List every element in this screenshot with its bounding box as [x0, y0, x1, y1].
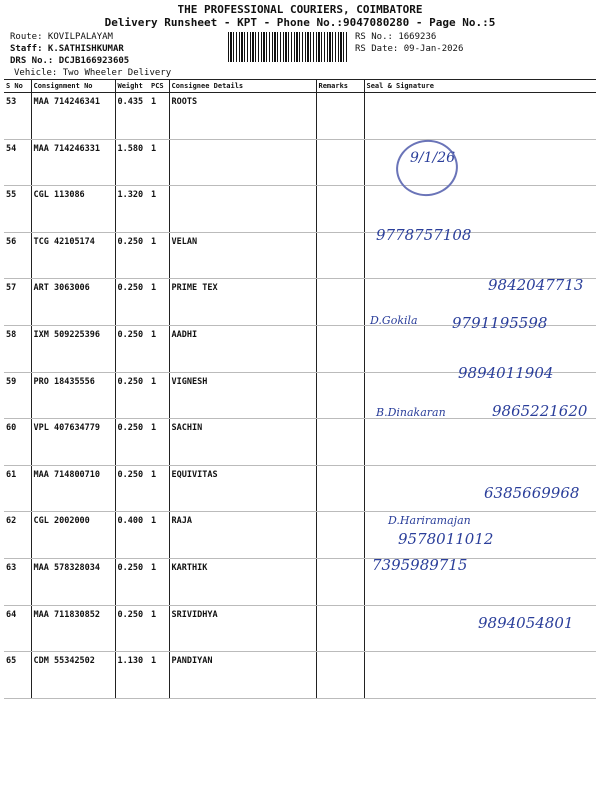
- cell-consignment: IXM 509225396: [31, 325, 115, 372]
- cell-consignee: RAJA: [169, 512, 316, 559]
- cell-weight: 0.250: [115, 419, 149, 466]
- col-header-remarks: Remarks: [316, 80, 364, 93]
- cell-weight: 1.580: [115, 139, 149, 186]
- cell-sno: 65: [4, 652, 31, 699]
- report-subtitle: Delivery Runsheet - KPT - Phone No.:9047080280 - Page No.:5: [104, 16, 496, 29]
- cell-pcs: 1: [149, 558, 169, 605]
- signature-row-59: 9894011904: [458, 364, 554, 382]
- cell-consignee: VIGNESH: [169, 372, 316, 419]
- cell-consignee: [169, 139, 316, 186]
- cell-consignee: AADHI: [169, 325, 316, 372]
- cell-weight: 0.250: [115, 325, 149, 372]
- table-row: [4, 512, 596, 559]
- cell-weight: 0.400: [115, 512, 149, 559]
- cell-remarks: [316, 232, 364, 279]
- cell-remarks: [316, 93, 364, 140]
- cell-remarks: [316, 558, 364, 605]
- signature-name-row-60: B.Dinakaran: [376, 406, 446, 419]
- cell-consignment: TCG 42105174: [31, 232, 115, 279]
- cell-sno: 54: [4, 139, 31, 186]
- table-row: [4, 419, 596, 466]
- cell-sno: 64: [4, 605, 31, 652]
- signature-row-65: 9894054801: [478, 614, 574, 632]
- signature-row-60: 9865221620: [492, 402, 588, 420]
- cell-consignee: VELAN: [169, 232, 316, 279]
- cell-consignment: CGL 2002000: [31, 512, 115, 559]
- cell-pcs: 1: [149, 279, 169, 326]
- route-label: Route: KOVILPALAYAM: [10, 32, 113, 42]
- cell-weight: 0.250: [115, 465, 149, 512]
- cell-weight: 0.250: [115, 279, 149, 326]
- signature-row-62: 6385669968: [484, 484, 580, 502]
- signature-name-row-58: D.Gokila: [370, 314, 418, 327]
- cell-remarks: [316, 465, 364, 512]
- cell-remarks: [316, 605, 364, 652]
- table-header-row: [4, 80, 596, 93]
- signature-name-row-63: D.Hariramajan: [388, 514, 471, 527]
- cell-consignment: CGL 113086: [31, 186, 115, 233]
- table-row: [4, 186, 596, 233]
- cell-weight: 0.250: [115, 605, 149, 652]
- cell-sno: 57: [4, 279, 31, 326]
- rs-number: RS No.: 1669236: [355, 32, 437, 42]
- cell-consignment: ART 3063006: [31, 279, 115, 326]
- rs-date: RS Date: 09-Jan-2026: [355, 44, 464, 54]
- cell-consignee: [169, 186, 316, 233]
- cell-pcs: 1: [149, 465, 169, 512]
- cell-pcs: 1: [149, 605, 169, 652]
- cell-consignment: MAA 714246341: [31, 93, 115, 140]
- signature-row-64: 7395989715: [372, 556, 468, 574]
- cell-pcs: 1: [149, 139, 169, 186]
- runsheet-table: [4, 79, 596, 699]
- cell-pcs: 1: [149, 652, 169, 699]
- staff-label: Staff: K.SATHISHKUMAR: [10, 44, 124, 54]
- report-title: THE PROFESSIONAL COURIERS, COIMBATORE: [177, 3, 423, 16]
- cell-consignment: MAA 714246331: [31, 139, 115, 186]
- cell-sno: 53: [4, 93, 31, 140]
- cell-consignee: SACHIN: [169, 419, 316, 466]
- cell-weight: 0.435: [115, 93, 149, 140]
- signature-row-56: 9778757108: [376, 226, 472, 244]
- cell-sno: 60: [4, 419, 31, 466]
- cell-pcs: 1: [149, 186, 169, 233]
- cell-sno: 61: [4, 465, 31, 512]
- cell-remarks: [316, 139, 364, 186]
- cell-weight: 0.250: [115, 232, 149, 279]
- cell-sno: 55: [4, 186, 31, 233]
- col-header-seal: Seal & Signature: [364, 80, 596, 93]
- cell-remarks: [316, 372, 364, 419]
- cell-weight: 1.320: [115, 186, 149, 233]
- table-row: [4, 232, 596, 279]
- table-row: [4, 139, 596, 186]
- cell-consignment: PRO 18435556: [31, 372, 115, 419]
- cell-consignee: SRIVIDHYA: [169, 605, 316, 652]
- col-header-sno: S No: [4, 80, 31, 93]
- cell-sno: 62: [4, 512, 31, 559]
- cell-weight: 0.250: [115, 372, 149, 419]
- cell-consignee: KARTHIK: [169, 558, 316, 605]
- drs-number: DRS No.: DCJB166923605: [10, 56, 130, 66]
- stamp-date-handwriting: 9/1/26: [410, 150, 456, 166]
- cell-weight: 0.250: [115, 558, 149, 605]
- cell-remarks: [316, 325, 364, 372]
- cell-sno: 59: [4, 372, 31, 419]
- signature-row-58: 9791195598: [452, 314, 548, 332]
- cell-consignee: EQUIVITAS: [169, 465, 316, 512]
- cell-remarks: [316, 279, 364, 326]
- cell-remarks: [316, 512, 364, 559]
- cell-consignee: PRIME TEX: [169, 279, 316, 326]
- cell-consignee: ROOTS: [169, 93, 316, 140]
- cell-consignment: MAA 578328034: [31, 558, 115, 605]
- cell-sno: 56: [4, 232, 31, 279]
- col-header-pcs: PCS: [149, 80, 169, 93]
- vehicle-label: Vehicle: Two Wheeler Delivery: [14, 68, 172, 78]
- cell-seal-signature: [364, 652, 596, 699]
- col-header-consignment: Consignment No: [31, 80, 115, 93]
- cell-sno: 63: [4, 558, 31, 605]
- barcode-image: [228, 32, 348, 62]
- table-row: [4, 652, 596, 699]
- cell-remarks: [316, 186, 364, 233]
- cell-pcs: 1: [149, 372, 169, 419]
- table-row: [4, 558, 596, 605]
- cell-sno: 58: [4, 325, 31, 372]
- cell-consignee: PANDIYAN: [169, 652, 316, 699]
- cell-consignment: MAA 714800710: [31, 465, 115, 512]
- table-row: [4, 93, 596, 140]
- cell-consignment: MAA 711830852: [31, 605, 115, 652]
- cell-consignment: VPL 407634779: [31, 419, 115, 466]
- col-header-consignee: Consignee Details: [169, 80, 316, 93]
- cell-weight: 1.130: [115, 652, 149, 699]
- cell-seal-signature: [364, 419, 596, 466]
- cell-remarks: [316, 419, 364, 466]
- col-header-weight: Weight: [115, 80, 149, 93]
- signature-row-57: 9842047713: [488, 276, 584, 294]
- cell-pcs: 1: [149, 232, 169, 279]
- cell-remarks: [316, 652, 364, 699]
- cell-pcs: 1: [149, 419, 169, 466]
- cell-pcs: 1: [149, 325, 169, 372]
- signature-row-63: 9578011012: [398, 530, 494, 548]
- cell-pcs: 1: [149, 93, 169, 140]
- cell-seal-signature: [364, 93, 596, 140]
- cell-pcs: 1: [149, 512, 169, 559]
- cell-consignment: CDM 55342502: [31, 652, 115, 699]
